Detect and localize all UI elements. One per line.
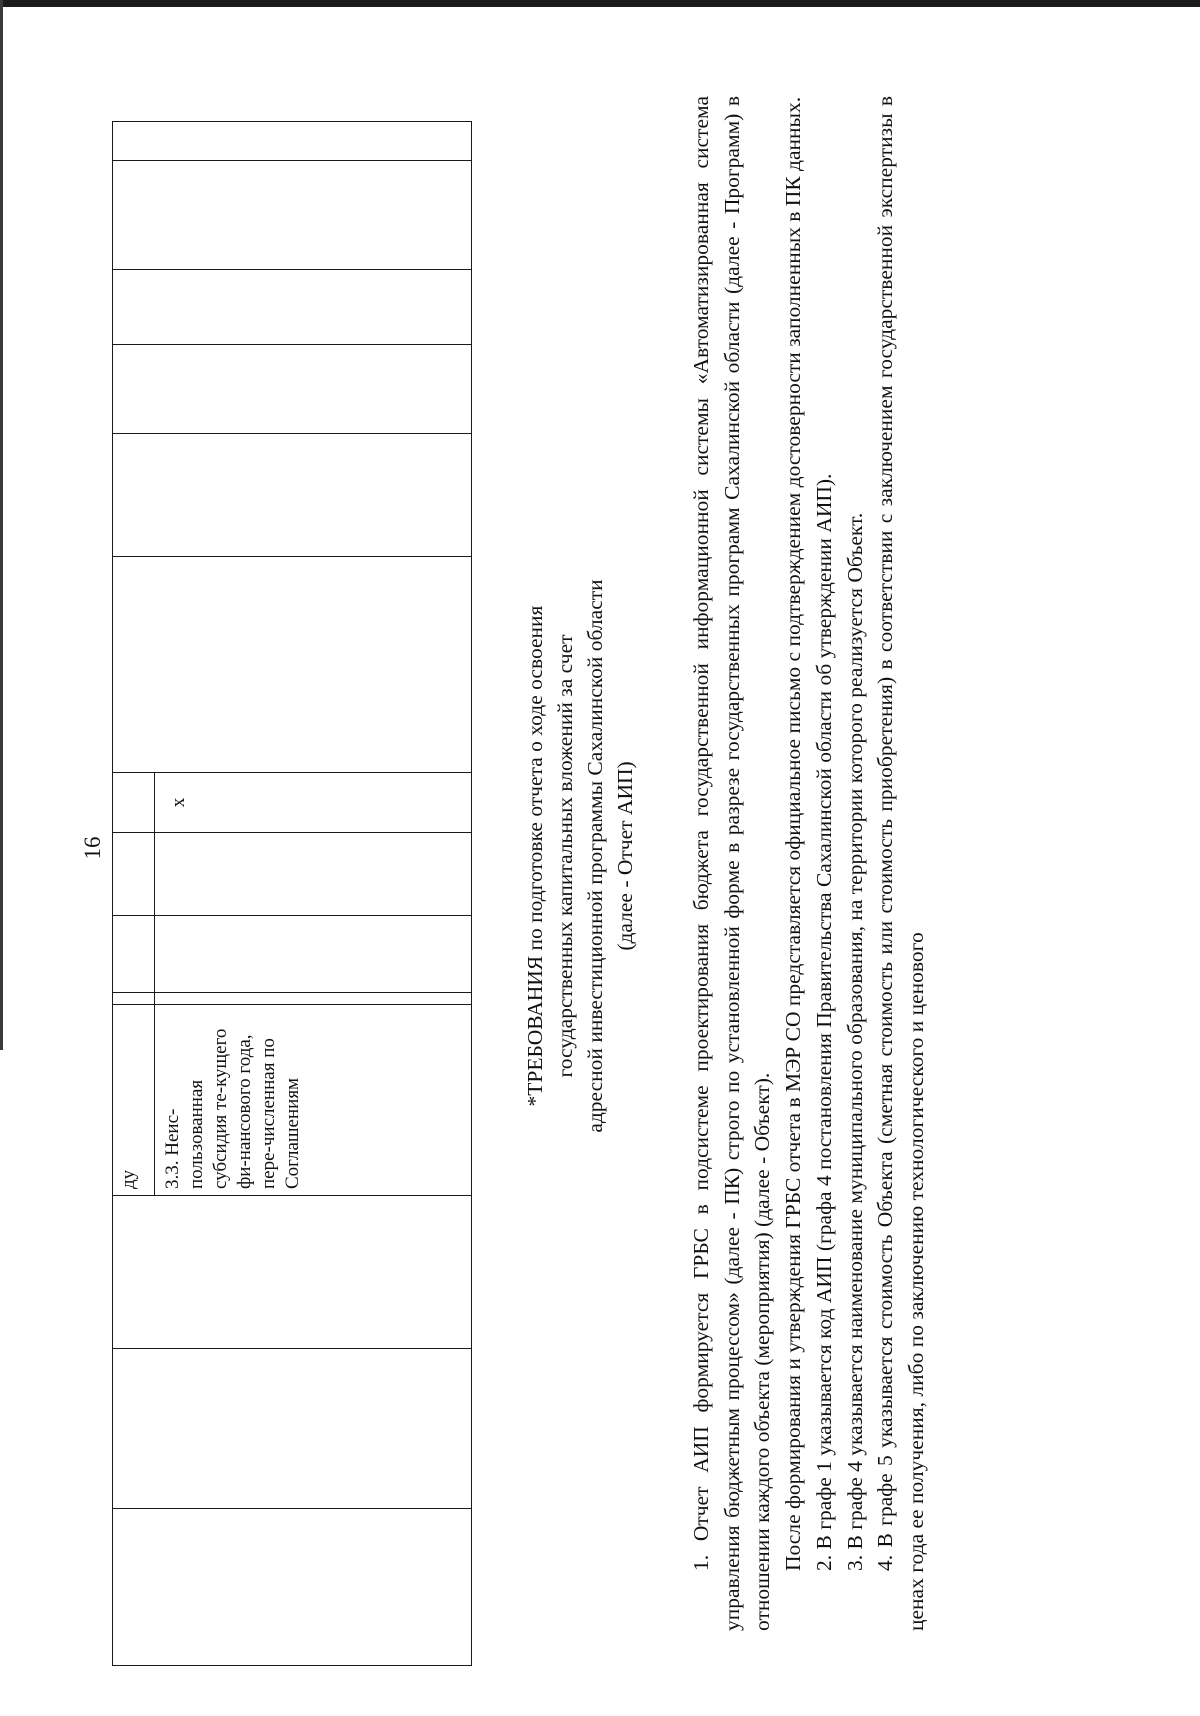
table-cell <box>155 993 472 1005</box>
table-cell <box>113 916 155 993</box>
table-cell <box>155 916 472 993</box>
requirements-line-1: *ТРЕБОВАНИЯ по подготовке отчета о ходе освоения <box>523 605 547 1107</box>
paragraph: После формирования и утверждения ГРБС отчета в МЭР СО представляется официальное письмо с подтверждением достоверности заполненных в ПК данных. <box>781 96 806 1571</box>
table-cell-du: ду <box>113 1005 155 1196</box>
table-cell <box>113 1349 472 1509</box>
table-cell <box>113 557 472 773</box>
paragraph: 4. В графе 5 указывается стоимость Объекта (сметная стоимость или стоимость приобретения) в соответствии с заключением государственной экспертизы в ценах года ее получения, либо по заключению технологического и ценового <box>873 96 928 1631</box>
table-cell <box>113 773 155 833</box>
table-x-mark: x <box>155 773 472 833</box>
table-cell <box>113 270 472 345</box>
table-cell <box>155 833 472 916</box>
paragraph: 1. Отчет АИП формируется ГРБС в подсистеме проектирования бюджета государственной информационной системы «Автоматизированная система управления бюджетным процессом» (далее - ПК) строго по установленной форме в разрезе государственных программ Сахалинской области (далее - Программ) в отношении каждого объекта (мероприятия) (далее - Объект). <box>689 96 775 1631</box>
table-cell <box>113 345 472 434</box>
requirements-title: *ТРЕБОВАНИЯ <box>523 955 547 1107</box>
table-cell <box>113 1509 472 1666</box>
table-cell <box>113 434 472 557</box>
table-cell <box>113 993 155 1005</box>
requirements-line-4: (далее - Отчет АИП) <box>613 761 637 951</box>
page-number: 16 <box>80 836 105 860</box>
requirements-heading <box>520 296 640 1416</box>
table-cell <box>113 1196 472 1349</box>
table-cell <box>113 122 472 161</box>
table-cell <box>113 161 472 270</box>
requirements-body <box>686 96 932 1631</box>
table-row-label: 3.3. Неис-пользованная субсидия те-кущего фи-нансового года, пере-численная по Соглашениям <box>155 1005 472 1196</box>
report-table <box>112 121 472 1666</box>
paragraph: 2. В графе 1 указывается код АИП (графа 4 постановления Правительства Сахалинской области об утверждении АИП). <box>811 473 836 1571</box>
requirements-line-2: государственных капитальных вложений за счет <box>553 634 577 1078</box>
requirements-line-3: адресной инвестиционной программы Сахалинской области <box>583 579 607 1133</box>
paragraph: 3. В графе 4 указывается наименование муниципального образования, на территории которого реализуется Объект. <box>842 512 867 1571</box>
table-cell <box>113 833 155 916</box>
